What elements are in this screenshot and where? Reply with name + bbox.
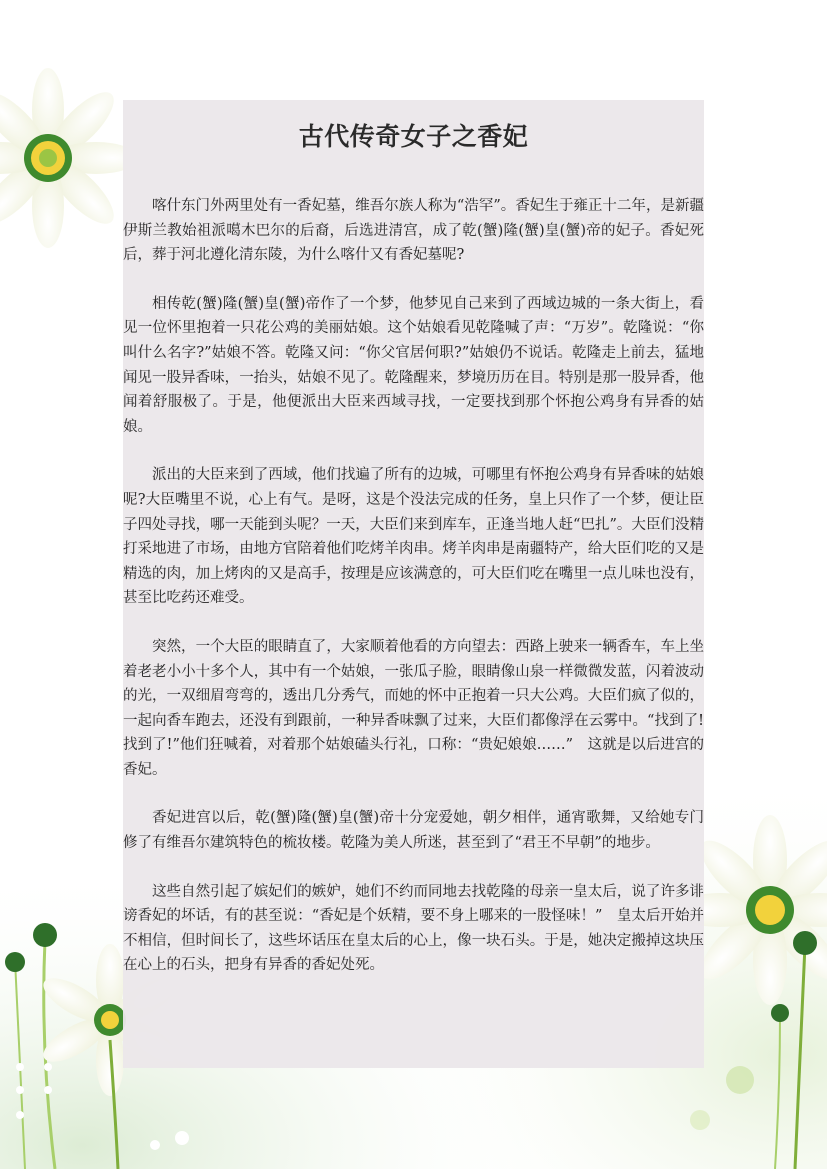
paragraph-3: 派出的大臣来到了西域，他们找遍了所有的边城，可哪里有怀抱公鸡身有异香味的姑娘呢?大臣嘴里不说，心上有气。是呀，这是个没法完成的任务，皇上只作了一个梦，便让臣子四处寻找，哪一天能到头呢？一天，大臣们来到库车，正逢当地人赶“巴扎”。大臣们没精打采地进了市场，由地方官陪着他们吃烤羊肉串。烤羊肉串是南疆特产，给大臣们吃的又是精选的肉，加上烤肉的又是高手，按理是应该满意的，可大臣们吃在嘴里一点儿味也没有，甚至比吃药还难受。 [123,467,704,607]
paragraph-1: 喀什东门外两里处有一香妃墓，维吾尔族人称为“浩罕”。香妃生于雍正十二年，是新疆伊斯兰教始祖派噶木巴尔的后裔，后选进清宫，成了乾(蟹)隆(蟹)皇(蟹)帝的妃子。香妃死后，葬于河北遵化清东陵，为什么喀什又有香妃墓呢? [123,198,704,264]
article-title: 古代传奇女子之香妃 [298,122,529,151]
paragraph-6: 这些自然引起了嫔妃们的嫉妒，她们不约而同地去找乾隆的母亲一皇太后，说了许多诽谤香妃的坏话，有的甚至说：“香妃是个妖精，要不身上哪来的一股怪味！” 皇太后开始并不相信，但时间长了，这些坏话压在皇太后的心上，像一块石头。于是，她决定搬掉这块压在心上的石头，把身有异香的香妃处死。 [123,883,704,974]
paragraph-4: 突然，一个大臣的眼睛直了，大家顺着他看的方向望去：西路上驶来一辆香车，车上坐着老老小小十多个人，其中有一个姑娘，一张瓜子脸，眼睛像山泉一样微微发蓝，闪着波动的光，一双细眉弯弯的，透出几分秀气，而她的怀中正抱着一只大公鸡。大臣们疯了似的，一起向香车跑去，还没有到跟前，一种异香味飘了过来，大臣们都像浮在云雾中。“找到了!找到了!”他们狂喊着，对着那个姑娘磕头行礼，口称：“贵妃娘娘……” 这就是以后进宫的香妃。 [123,638,704,778]
paragraph-2: 相传乾(蟹)隆(蟹)皇(蟹)帝作了一个梦，他梦见自己来到了西域边城的一条大街上，看见一位怀里抱着一只花公鸡的美丽姑娘。这个姑娘看见乾隆喊了声：“万岁”。乾隆说：“你叫什么名字?”姑娘不答。乾隆又问：“你父官居何职?”姑娘仍不说话。乾隆走上前去，猛地闻见一股异香味，一抬头，姑娘不见了。乾隆醒来，梦境历历在目。特别是那一股异香，他闻着舒服极了。于是，他便派出大臣来西域寻找，一定要找到那个怀抱公鸡身有异香的姑娘。 [123,295,704,435]
top-left-flower-icon [0,68,138,248]
article [123,100,704,1068]
paragraph-5: 香妃进宫以后，乾(蟹)隆(蟹)皇(蟹)帝十分宠爱她，朝夕相伴，通宵歌舞，又给她专门修了有维吾尔建筑特色的梳妆楼。乾隆为美人所迷，甚至到了“君王不早朝”的地步。 [123,810,704,852]
